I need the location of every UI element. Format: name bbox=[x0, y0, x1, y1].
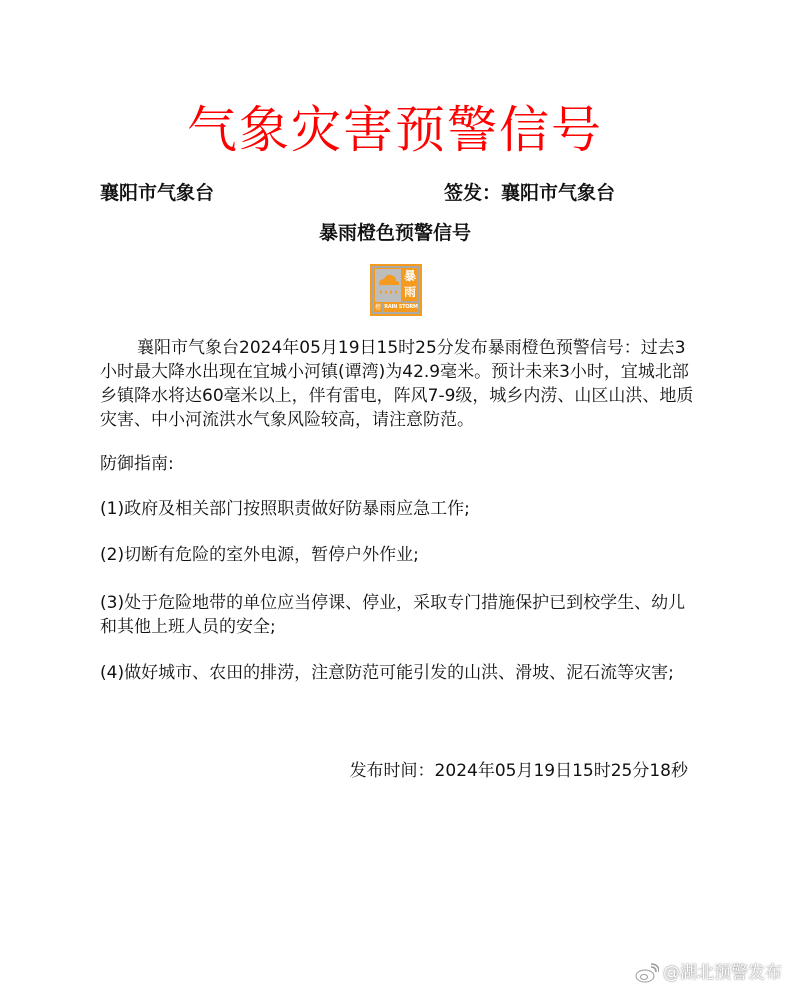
guide-heading: 防御指南: bbox=[100, 454, 174, 474]
signal-name: 暴雨橙色预警信号 bbox=[318, 222, 471, 244]
warning-body: 襄阳市气象台2024年05月19日15时25分发布暴雨橙色预警信号：过去3小时最大降水出现在宜城小河镇(谭湾)为42.9毫米。预计未来3小时，宜城北部乡镇降水将达60毫米以上，伴有雷电，阵风7-9级，城乡内涝、山区山洪、地质灾害、中小河流洪水气象风险较高，请注意防范。 bbox=[100, 338, 694, 430]
issuer: 襄阳市气象台 bbox=[100, 182, 215, 204]
watermark-text: @湖北预警发布 bbox=[663, 963, 782, 983]
signed-by: 签发：襄阳市气象台 bbox=[444, 182, 616, 204]
guide-item: (1)政府及相关部门按照职责做好防暴雨应急工作; bbox=[100, 499, 470, 519]
badge-chars: 暴雨 bbox=[403, 269, 416, 299]
guide-item: (3)处于危险地带的单位应当停课、停业，采取专门措施保护已到校学生、幼儿和其他上班人员的安全; bbox=[100, 593, 686, 637]
watermark bbox=[635, 960, 782, 986]
publish-time: 发布时间：2024年05月19日15时25分18秒 bbox=[349, 761, 688, 781]
badge-level: 橙 bbox=[374, 304, 381, 311]
document-title: 气象灾害预警信号 bbox=[187, 101, 603, 159]
guide-item: (4)做好城市、农田的排涝，注意防范可能引发的山洪、滑坡、泥石流等灾害; bbox=[100, 663, 674, 683]
badge-english: RAIN STORM bbox=[384, 304, 418, 310]
rainstorm-orange-warning-icon bbox=[370, 264, 422, 316]
weibo-icon bbox=[635, 963, 659, 983]
guide-item: (2)切断有危险的室外电源，暂停户外作业; bbox=[100, 545, 419, 565]
rain-cloud-icon bbox=[374, 268, 402, 303]
